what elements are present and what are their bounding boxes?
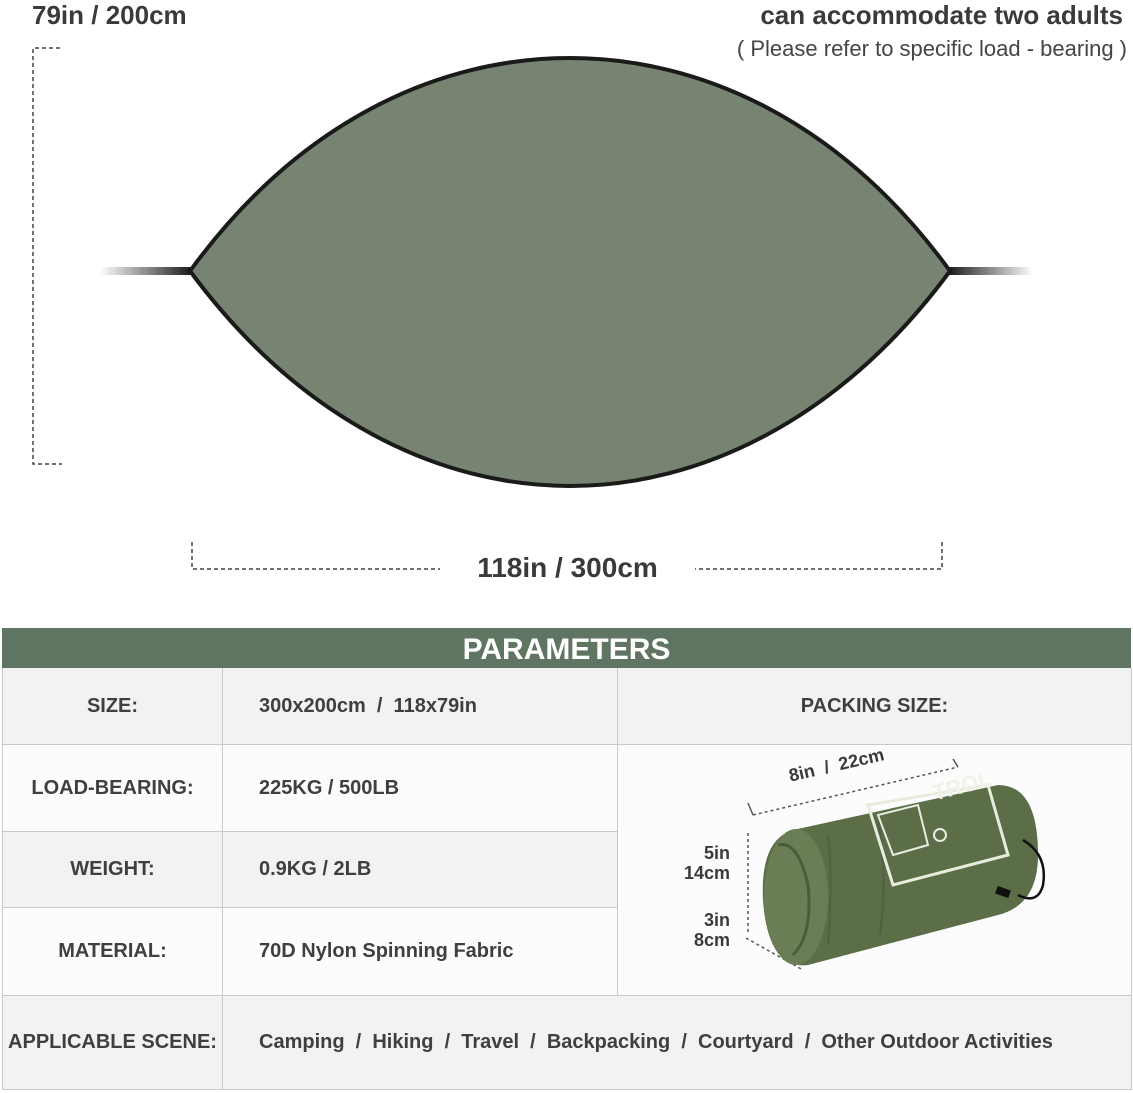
scene-label: APPLICABLE SCENE:: [3, 996, 223, 1090]
packing-depth-in: 3in: [703, 910, 730, 930]
width-bracket: [33, 48, 62, 464]
packing-height-in: 5in: [703, 843, 730, 863]
parameters-table: [2, 668, 1131, 1090]
length-label: 118in / 300cm: [440, 552, 695, 584]
length-bracket-right: [692, 540, 942, 569]
capacity-headline: can accommodate two adults: [760, 0, 1123, 30]
packing-length-label: 8in / 22cm: [786, 744, 886, 786]
material-value: 70D Nylon Spinning Fabric: [223, 908, 618, 996]
load-value: 225KG / 500LB: [223, 745, 618, 832]
left-rope: [100, 267, 192, 275]
packing-depth-cm: 8cm: [693, 930, 730, 950]
hammock-body: [190, 58, 950, 486]
packing-height-cm: 14cm: [683, 863, 730, 883]
weight-label: WEIGHT:: [3, 832, 223, 908]
size-value: 300x200cm / 118x79in: [223, 668, 618, 745]
packing-image-cell: [618, 745, 1132, 996]
scene-value: Camping / Hiking / Travel / Backpacking / Courtyard / Other Outdoor Activities: [223, 996, 1132, 1090]
load-label: LOAD-BEARING:: [3, 745, 223, 832]
size-label: SIZE:: [3, 668, 223, 745]
capacity-note: ( Please refer to specific load - bearing ): [736, 36, 1127, 61]
weight-value: 0.9KG / 2LB: [223, 832, 618, 908]
parameters-title: PARAMETERS: [2, 628, 1131, 668]
length-bracket-left: [192, 542, 440, 569]
bag-brand-text: TROL: [929, 765, 995, 806]
material-label: MATERIAL:: [3, 908, 223, 996]
packing-size-label: PACKING SIZE:: [618, 668, 1132, 745]
width-label: 79in / 200cm: [32, 0, 187, 30]
right-rope: [948, 267, 1033, 275]
